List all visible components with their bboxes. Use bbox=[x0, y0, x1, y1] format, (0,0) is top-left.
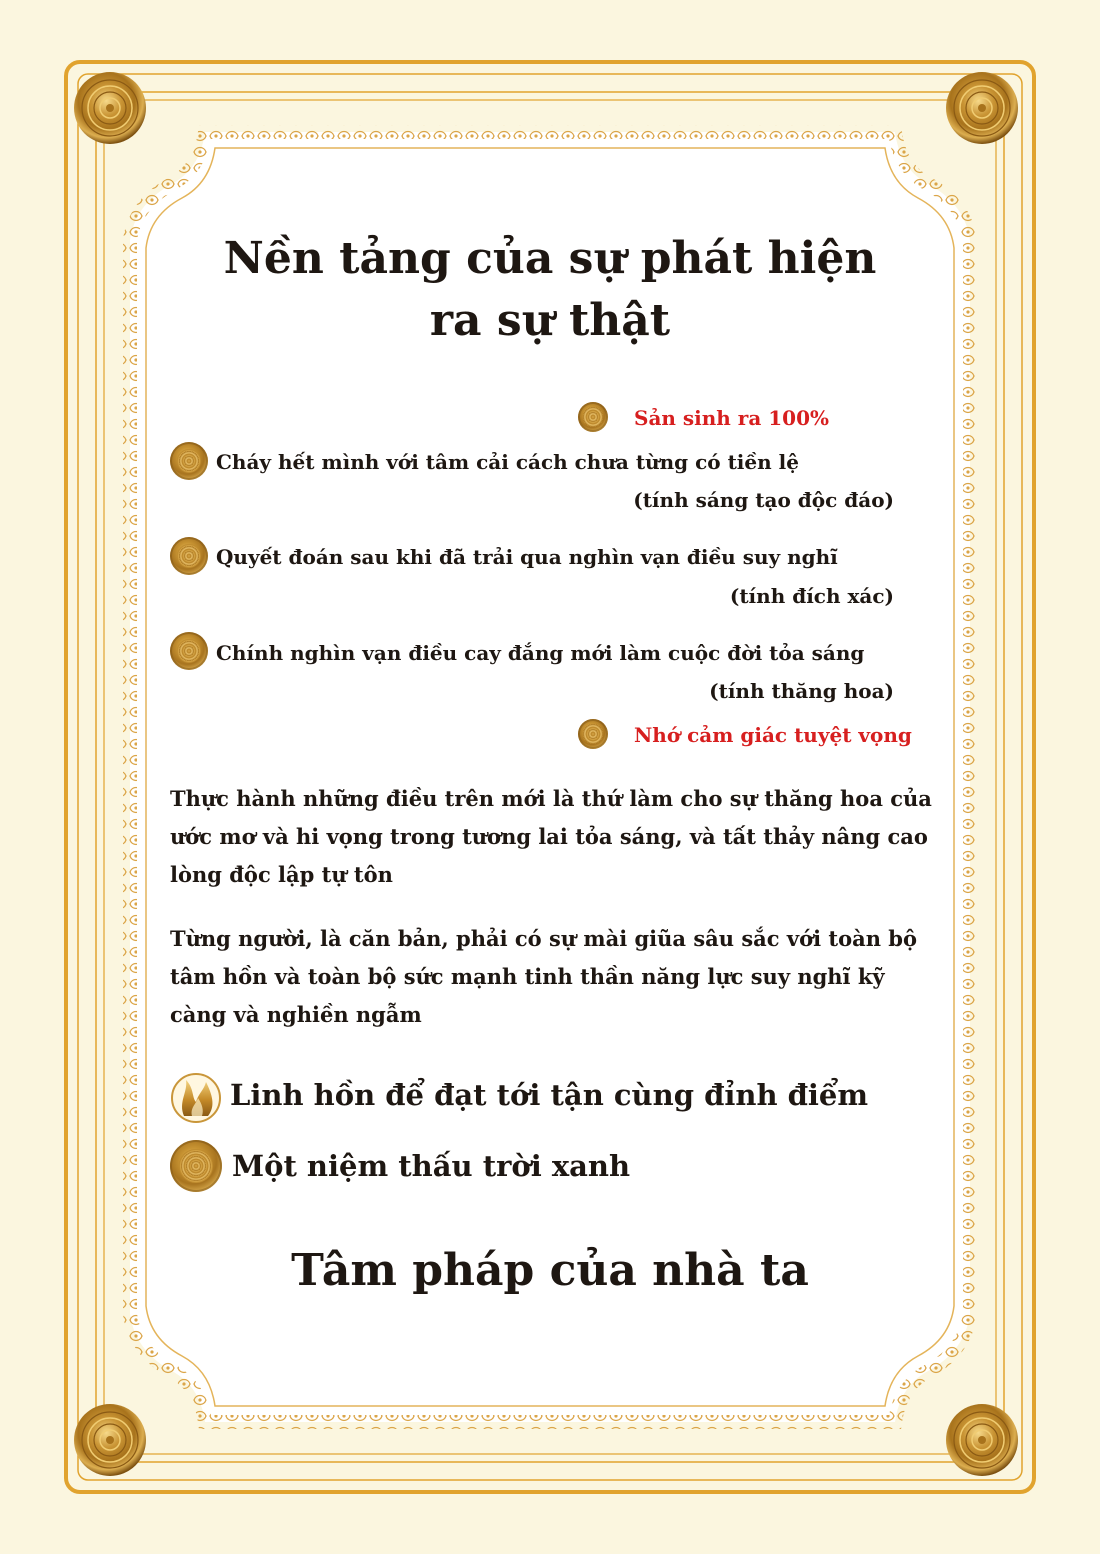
gold-medallion-icon bbox=[578, 402, 608, 432]
item-text-2: Quyết đoán sau khi đã trải qua nghìn vạn điều suy nghĩ bbox=[216, 545, 838, 569]
gold-medallion-icon bbox=[170, 632, 208, 670]
item-text-3: Chính nghìn vạn điều cay đắng mới làm cuộc đời tỏa sáng bbox=[216, 641, 865, 665]
highlight-bottom: Nhớ cảm giác tuyệt vọng bbox=[634, 723, 912, 747]
page-title bbox=[150, 228, 950, 352]
title-line-1: Nền tảng của sự phát hiện bbox=[223, 233, 877, 284]
item-note-1: (tính sáng tạo độc đáo) bbox=[633, 488, 894, 512]
item-text-1: Cháy hết mình với tâm cải cách chưa từng có tiền lệ bbox=[216, 450, 799, 474]
highlight-top: Sản sinh ra 100% bbox=[634, 406, 830, 430]
paragraph-2: Từng người, là căn bản, phải có sự mài giũa sâu sắc với toàn bộ tâm hồn và toàn bộ sức mạnh tinh thần năng lực suy nghĩ kỹ càng và nghiền ngẫm bbox=[170, 926, 917, 1027]
gold-medallion-icon bbox=[170, 537, 208, 575]
gold-medallion-icon bbox=[578, 719, 608, 749]
title-line-2: ra sự thật bbox=[429, 295, 671, 346]
item-note-3: (tính thăng hoa) bbox=[709, 679, 894, 703]
gold-medallion-icon bbox=[170, 1140, 222, 1192]
item-note-2: (tính đích xác) bbox=[729, 584, 894, 608]
footer-title: Tâm pháp của nhà ta bbox=[291, 1245, 809, 1296]
paragraph-1: Thực hành những điều trên mới là thứ làm cho sự thăng hoa của ước mơ và hi vọng trong tương lai tỏa sáng, và tất thảy nâng cao lòng độc lập tự tôn bbox=[170, 786, 932, 887]
gold-flame-icon bbox=[170, 1072, 222, 1124]
gold-medallion-icon bbox=[170, 442, 208, 480]
motto-2: Một niệm thấu trời xanh bbox=[232, 1149, 631, 1183]
motto-1: Linh hồn để đạt tới tận cùng đỉnh điểm bbox=[230, 1078, 869, 1112]
